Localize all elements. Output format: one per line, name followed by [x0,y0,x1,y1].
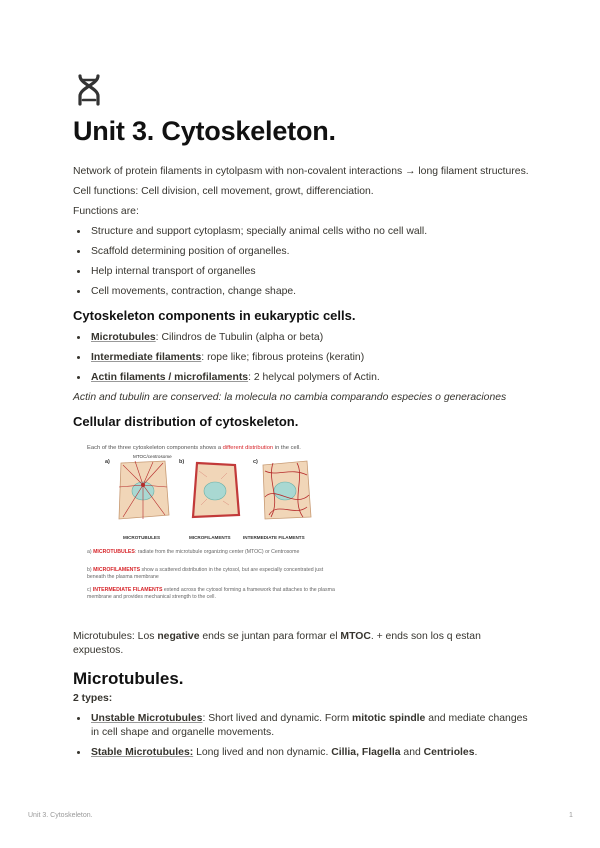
types-label: 2 types: [73,693,113,704]
microtubules-cell-illustration [113,457,173,523]
term: Intermediate filaments [91,352,202,363]
functions-label: Functions are: [73,206,139,217]
figure-letter: b) [179,459,185,465]
term-desc: : rope like; fibrous proteins (keratin) [201,352,365,363]
figure-note: a) MICROTUBULES: radiate from the microtubule organizing center (MTOC) or Centrosome [87,549,300,555]
footer-title: Unit 3. Cytoskeleton. [28,812,93,819]
term: Stable Microtubules: [91,747,194,758]
figure-note: b) MICROFILAMENTS show a scattered distribution in the cytosol, but are especially concentrated just beneath the plasma membrane [87,567,324,581]
figure-label: MICROTUBULES [123,535,161,540]
figure-letter: c) [253,459,258,465]
dna-icon [74,74,104,106]
mtoc-paragraph: Microtubules: Los negative ends se juntan para formar el MTOC. + ends son los q estan expuestos. [73,631,481,656]
list-item: • Stable Microtubules: Long lived and non dynamic. Cillia, Flagella and Centrioles. [89,746,533,760]
conserved-note: Actin and tubulin are conserved: la molecula no cambia comparando especies o generaciones [73,392,507,403]
intermediate-filaments-cell-illustration [257,457,315,523]
components-heading: Cytoskeleton components in eukaryptic cells. [73,308,356,323]
mtoc-label: MTOC/centrosome [133,454,172,459]
cytoskeleton-figure [83,441,343,616]
page-title: Unit 3. Cytoskeleton. [73,116,336,146]
term-desc: : Cilindros de Tubulin (alpha or beta) [155,332,324,343]
distribution-heading: Cellular distribution of cytoskeleton. [73,414,299,429]
list-item [89,351,533,365]
list-item: • Help internal transport of organelles [89,265,533,279]
list-item: • Unstable Microtubules: Short lived and dynamic. Form mitotic spindle and mediate changes in cell shape and organelle movements. [89,712,533,740]
content [73,165,533,766]
list-item: • Cell movements, contraction, change shape. [89,285,533,299]
figure-letter: a) [105,459,110,465]
cell-functions-paragraph: Cell functions: Cell division, cell movement, growt, differenciation. [73,186,374,197]
microtubule-types-list [73,712,533,760]
list-item: • Scaffold determining position of organelles. [89,245,533,259]
term: Microtubules [91,332,156,343]
figure-label: INTERMEDIATE FILAMENTS [243,535,305,540]
microtubules-heading: Microtubules. [73,669,184,688]
figure-caption: Each of the three cytoskeleton components shows a different distribution in the cell. [87,445,301,451]
components-list [73,331,533,385]
microfilaments-cell-illustration [187,459,243,521]
intro-paragraph: Network of protein filaments in cytolpasm with non-covalent interactions → long filament structures. [73,166,529,177]
functions-list [73,225,533,299]
list-item [89,371,533,385]
page-number: 1 [569,812,573,819]
term: Unstable Microtubules [91,713,203,724]
term-desc: : 2 helycal polymers of Actin. [248,372,380,383]
figure-note: c) INTERMEDIATE FILAMENTS extend across the cytosol forming a framework that attaches to the plasma membrane and provides mechanical strength to the cell. [87,587,335,601]
list-item: • Structure and support cytoplasm; specially animal cells witho no cell wall. [89,225,533,239]
list-item [89,331,533,345]
term: Actin filaments / microfilaments [91,372,249,383]
figure-label: MICROFILAMENTS [189,535,231,540]
